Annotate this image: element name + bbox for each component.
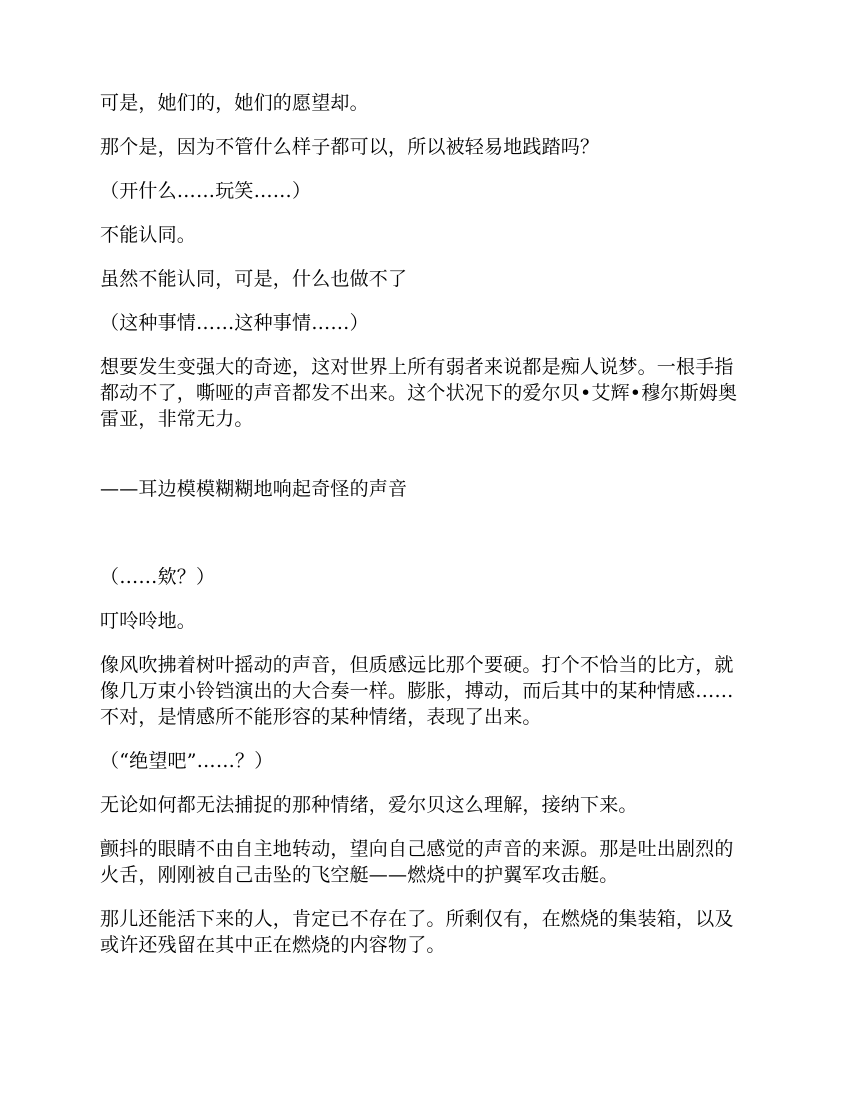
paragraph: 虽然不能认同，可是，什么也做不了 bbox=[100, 268, 408, 290]
section-break-line: ——耳边模模糊糊地响起奇怪的声音 bbox=[100, 478, 408, 500]
paragraph: 不能认同。 bbox=[100, 224, 197, 246]
paragraph: （“绝望吧”……？） bbox=[100, 750, 274, 772]
paragraph: 叮呤呤地。 bbox=[100, 610, 197, 632]
paragraph: （开什么……玩笑……） bbox=[100, 180, 312, 202]
paragraph: （……欸？） bbox=[100, 566, 216, 588]
paragraph: 想要发生变强大的奇迹，这对世界上所有弱者来说都是痴人说梦。一根手指都动不了，嘶哑的声音都发不出来。这个状况下的爱尔贝•艾辉•穆尔斯姆奥雷亚，非常无力。 bbox=[100, 356, 738, 430]
paragraph: 无论如何都无法捕捉的那种情绪，爱尔贝这么理解，接纳下来。 bbox=[100, 794, 638, 816]
paragraph: 那儿还能活下来的人，肯定已不存在了。所剩仅有，在燃烧的集装箱，以及或许还残留在其中正在燃烧的内容物了。 bbox=[100, 908, 734, 956]
paragraph: （这种事情……这种事情……） bbox=[100, 312, 369, 334]
paragraph: 颤抖的眼睛不由自主地转动，望向自己感觉的声音的来源。那是吐出剧烈的火舌，刚刚被自己击坠的飞空艇——燃烧中的护翼军攻击艇。 bbox=[100, 838, 734, 886]
paragraph: 可是，她们的，她们的愿望却。 bbox=[100, 92, 369, 114]
paragraph: 那个是，因为不管什么样子都可以，所以被轻易地践踏吗？ bbox=[100, 136, 600, 158]
paragraph: 像风吹拂着树叶摇动的声音，但质感远比那个要硬。打个不恰当的比方，就像几万束小铃铛演出的大合奏一样。膨胀，搏动，而后其中的某种情感……不对，是情感所不能形容的某种情绪，表现了出来。 bbox=[100, 654, 734, 728]
